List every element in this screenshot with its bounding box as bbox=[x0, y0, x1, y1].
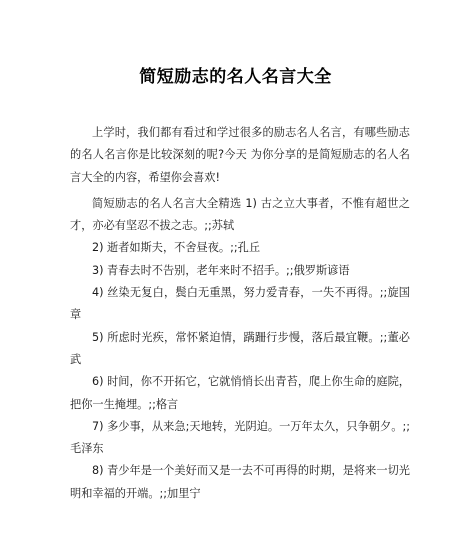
quote-item: 5) 所虑时光疾，常怀紧迫情，蹒跚行步慢，落后最宜鞭。;;董必武 bbox=[70, 330, 410, 366]
quote-item: 4) 丝染无复白，鬓白无重黑，努力爱青春，一失不再得。;;旋国章 bbox=[70, 286, 410, 322]
quote-item: 8) 青少年是一个美好而又是一去不可再得的时期，是将来一切光明和幸福的开端。;;加里宁 bbox=[70, 464, 410, 500]
quote-item: 7) 多少事，从来急;天地转，光阴迫。一万年太久，只争朝夕。;;毛泽东 bbox=[70, 419, 410, 456]
quote-item: 6) 时间，你不开拓它，它就悄悄长出青苔，爬上你生命的庭院，把你一生掩埋。;;格言 bbox=[70, 375, 410, 411]
intro-paragraph: 上学时，我们都有看过和学过很多的励志名人名言，有哪些励志的名人名言你是比较深刻的呢?今天 为你分享的是简短励志的名人名言大全的内容，希望你会喜欢! bbox=[70, 126, 410, 184]
document-body bbox=[70, 122, 410, 505]
document-title: 简短励志的名人名言大全 bbox=[139, 67, 332, 87]
quote-item: 3) 青春去时不告别，老年来时不招手。;;俄罗斯谚语 bbox=[92, 263, 350, 277]
lead-paragraph: 简短励志的名人名言大全精选 1) 古之立大事者，不惟有超世之才，亦必有坚忍不拔之志。;;苏轼 bbox=[70, 196, 410, 233]
quote-item: 2) 逝者如斯夫，不舍昼夜。;;孔丘 bbox=[92, 241, 261, 255]
